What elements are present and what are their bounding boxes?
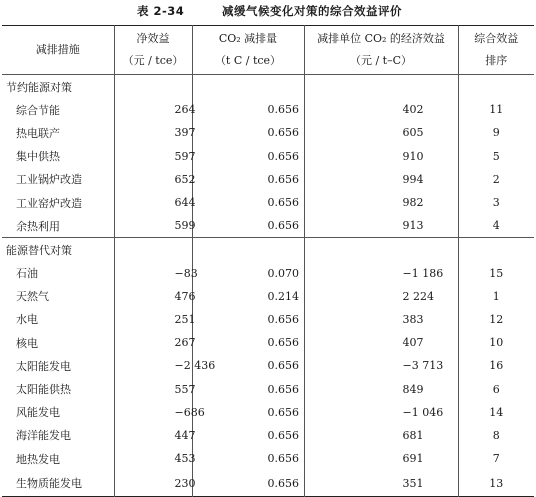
measure-cell: 热电联产 (16, 126, 60, 140)
empty-cell (192, 75, 304, 99)
rank-cell: 3 (458, 191, 534, 214)
rank-cell: 6 (458, 377, 534, 400)
co2-reduction-cell: 0.656 (192, 331, 304, 354)
measure-cell: 海洋能发电 (16, 429, 71, 443)
table-body (2, 75, 534, 497)
economic-benefit-cell: 910 (304, 145, 458, 168)
rank-cell: 1 (458, 285, 534, 308)
co2-reduction-cell: 0.656 (192, 354, 304, 377)
net-benefit-cell: 644 (114, 191, 192, 214)
benefit-table (2, 25, 534, 497)
header-economic-benefit-line1: 减排单位 CO₂ 的经济效益 (317, 32, 445, 45)
co2-reduction-cell: 0.656 (192, 401, 304, 424)
economic-benefit-cell: 681 (304, 424, 458, 447)
economic-benefit-cell: 994 (304, 168, 458, 191)
table-row (2, 191, 534, 214)
table-row (2, 121, 534, 144)
rank-cell: 9 (458, 121, 534, 144)
rank-cell: 11 (458, 98, 534, 121)
measure-cell: 水电 (16, 313, 38, 327)
rank-cell: 4 (458, 214, 534, 238)
measure-cell: 生物质能发电 (16, 477, 82, 491)
net-benefit-cell: −83 (114, 262, 192, 285)
group-label: 能源替代对策 (2, 238, 114, 262)
rank-cell: 13 (458, 470, 534, 497)
economic-benefit-cell: 982 (304, 191, 458, 214)
table-row (2, 145, 534, 168)
table-row (2, 424, 534, 447)
table-row (2, 98, 534, 121)
table-row (2, 354, 534, 377)
economic-benefit-cell: 383 (304, 308, 458, 331)
measure-cell: 核电 (16, 336, 38, 350)
net-benefit-cell: 447 (114, 424, 192, 447)
economic-benefit-cell: −1 046 (304, 401, 458, 424)
measure-cell: 地热发电 (16, 452, 60, 466)
table-row (2, 285, 534, 308)
co2-reduction-cell: 0.656 (192, 377, 304, 400)
table-row (2, 401, 534, 424)
rank-cell: 7 (458, 447, 534, 470)
table-caption (0, 3, 536, 19)
net-benefit-cell: 476 (114, 285, 192, 308)
economic-benefit-cell: 351 (304, 470, 458, 497)
measure-cell: 天然气 (16, 290, 49, 304)
economic-benefit-cell: 402 (304, 98, 458, 121)
co2-reduction-cell: 0.070 (192, 262, 304, 285)
net-benefit-cell: 230 (114, 470, 192, 497)
rank-cell: 2 (458, 168, 534, 191)
empty-cell (458, 238, 534, 262)
co2-reduction-cell: 0.656 (192, 214, 304, 238)
economic-benefit-cell: 605 (304, 121, 458, 144)
empty-cell (304, 75, 458, 99)
economic-benefit-cell: −3 713 (304, 354, 458, 377)
header-rank-line2: 排序 (485, 54, 508, 67)
measure-cell: 风能发电 (16, 406, 60, 420)
rank-cell: 8 (458, 424, 534, 447)
group-row (2, 238, 534, 262)
table-row (2, 447, 534, 470)
net-benefit-cell: 251 (114, 308, 192, 331)
header-co2-reduction-line1: CO₂ 减排量 (218, 32, 278, 45)
table-row (2, 262, 534, 285)
measure-cell: 工业窑炉改造 (16, 196, 82, 210)
header-rank (458, 26, 534, 75)
header-net-benefit-line2: （元 / tce） (122, 54, 184, 67)
net-benefit-cell: −686 (114, 401, 192, 424)
table-row (2, 308, 534, 331)
co2-reduction-cell: 0.656 (192, 168, 304, 191)
co2-reduction-cell: 0.656 (192, 191, 304, 214)
header-co2-reduction-line2: （t C / tce） (214, 54, 282, 67)
empty-cell (304, 238, 458, 262)
net-benefit-cell: 652 (114, 168, 192, 191)
header-co2-reduction (192, 26, 304, 75)
header-rank-line1: 综合效益 (474, 32, 519, 45)
table-row (2, 377, 534, 400)
measure-cell: 集中供热 (16, 150, 60, 164)
co2-reduction-cell: 0.214 (192, 285, 304, 308)
economic-benefit-cell: −1 186 (304, 262, 458, 285)
economic-benefit-cell: 691 (304, 447, 458, 470)
empty-cell (192, 238, 304, 262)
measure-cell: 综合节能 (16, 103, 60, 117)
header-row (2, 26, 534, 75)
header-measure: 减排措施 (2, 26, 114, 75)
economic-benefit-cell: 849 (304, 377, 458, 400)
measure-cell: 太阳能供热 (16, 383, 71, 397)
measure-cell: 工业锅炉改造 (16, 173, 82, 187)
table-row (2, 168, 534, 191)
rank-cell: 5 (458, 145, 534, 168)
co2-reduction-cell: 0.656 (192, 121, 304, 144)
empty-cell (114, 75, 192, 99)
co2-reduction-cell: 0.656 (192, 98, 304, 121)
measure-cell: 太阳能发电 (16, 359, 71, 373)
table-number: 表 2-34 (137, 4, 185, 18)
co2-reduction-cell: 0.656 (192, 145, 304, 168)
net-benefit-cell: 557 (114, 377, 192, 400)
rank-cell: 10 (458, 331, 534, 354)
table-row (2, 214, 534, 238)
table-row (2, 470, 534, 497)
table-title: 减缓气候变化对策的综合效益评价 (222, 4, 402, 18)
net-benefit-cell: 397 (114, 121, 192, 144)
net-benefit-cell: 597 (114, 145, 192, 168)
rank-cell: 16 (458, 354, 534, 377)
rank-cell: 15 (458, 262, 534, 285)
measure-cell: 石油 (16, 267, 38, 281)
net-benefit-cell: 453 (114, 447, 192, 470)
empty-cell (114, 238, 192, 262)
co2-reduction-cell: 0.656 (192, 308, 304, 331)
net-benefit-cell: 599 (114, 214, 192, 238)
group-label: 节约能源对策 (6, 80, 72, 94)
co2-reduction-cell: 0.656 (192, 447, 304, 470)
empty-cell (458, 75, 534, 99)
economic-benefit-cell: 2 224 (304, 285, 458, 308)
header-net-benefit-line1: 净效益 (136, 32, 170, 45)
net-benefit-cell: −2 436 (114, 354, 192, 377)
economic-benefit-cell: 407 (304, 331, 458, 354)
header-net-benefit (114, 26, 192, 75)
rank-cell: 14 (458, 401, 534, 424)
table-row (2, 331, 534, 354)
rank-cell: 12 (458, 308, 534, 331)
measure-cell: 余热利用 (16, 219, 60, 233)
co2-reduction-cell: 0.656 (192, 424, 304, 447)
group-row (2, 75, 534, 99)
net-benefit-cell: 267 (114, 331, 192, 354)
header-economic-benefit (304, 26, 458, 75)
economic-benefit-cell: 913 (304, 214, 458, 238)
header-economic-benefit-line2: （元 / t–C） (349, 54, 413, 67)
co2-reduction-cell: 0.656 (192, 470, 304, 497)
net-benefit-cell: 264 (114, 98, 192, 121)
